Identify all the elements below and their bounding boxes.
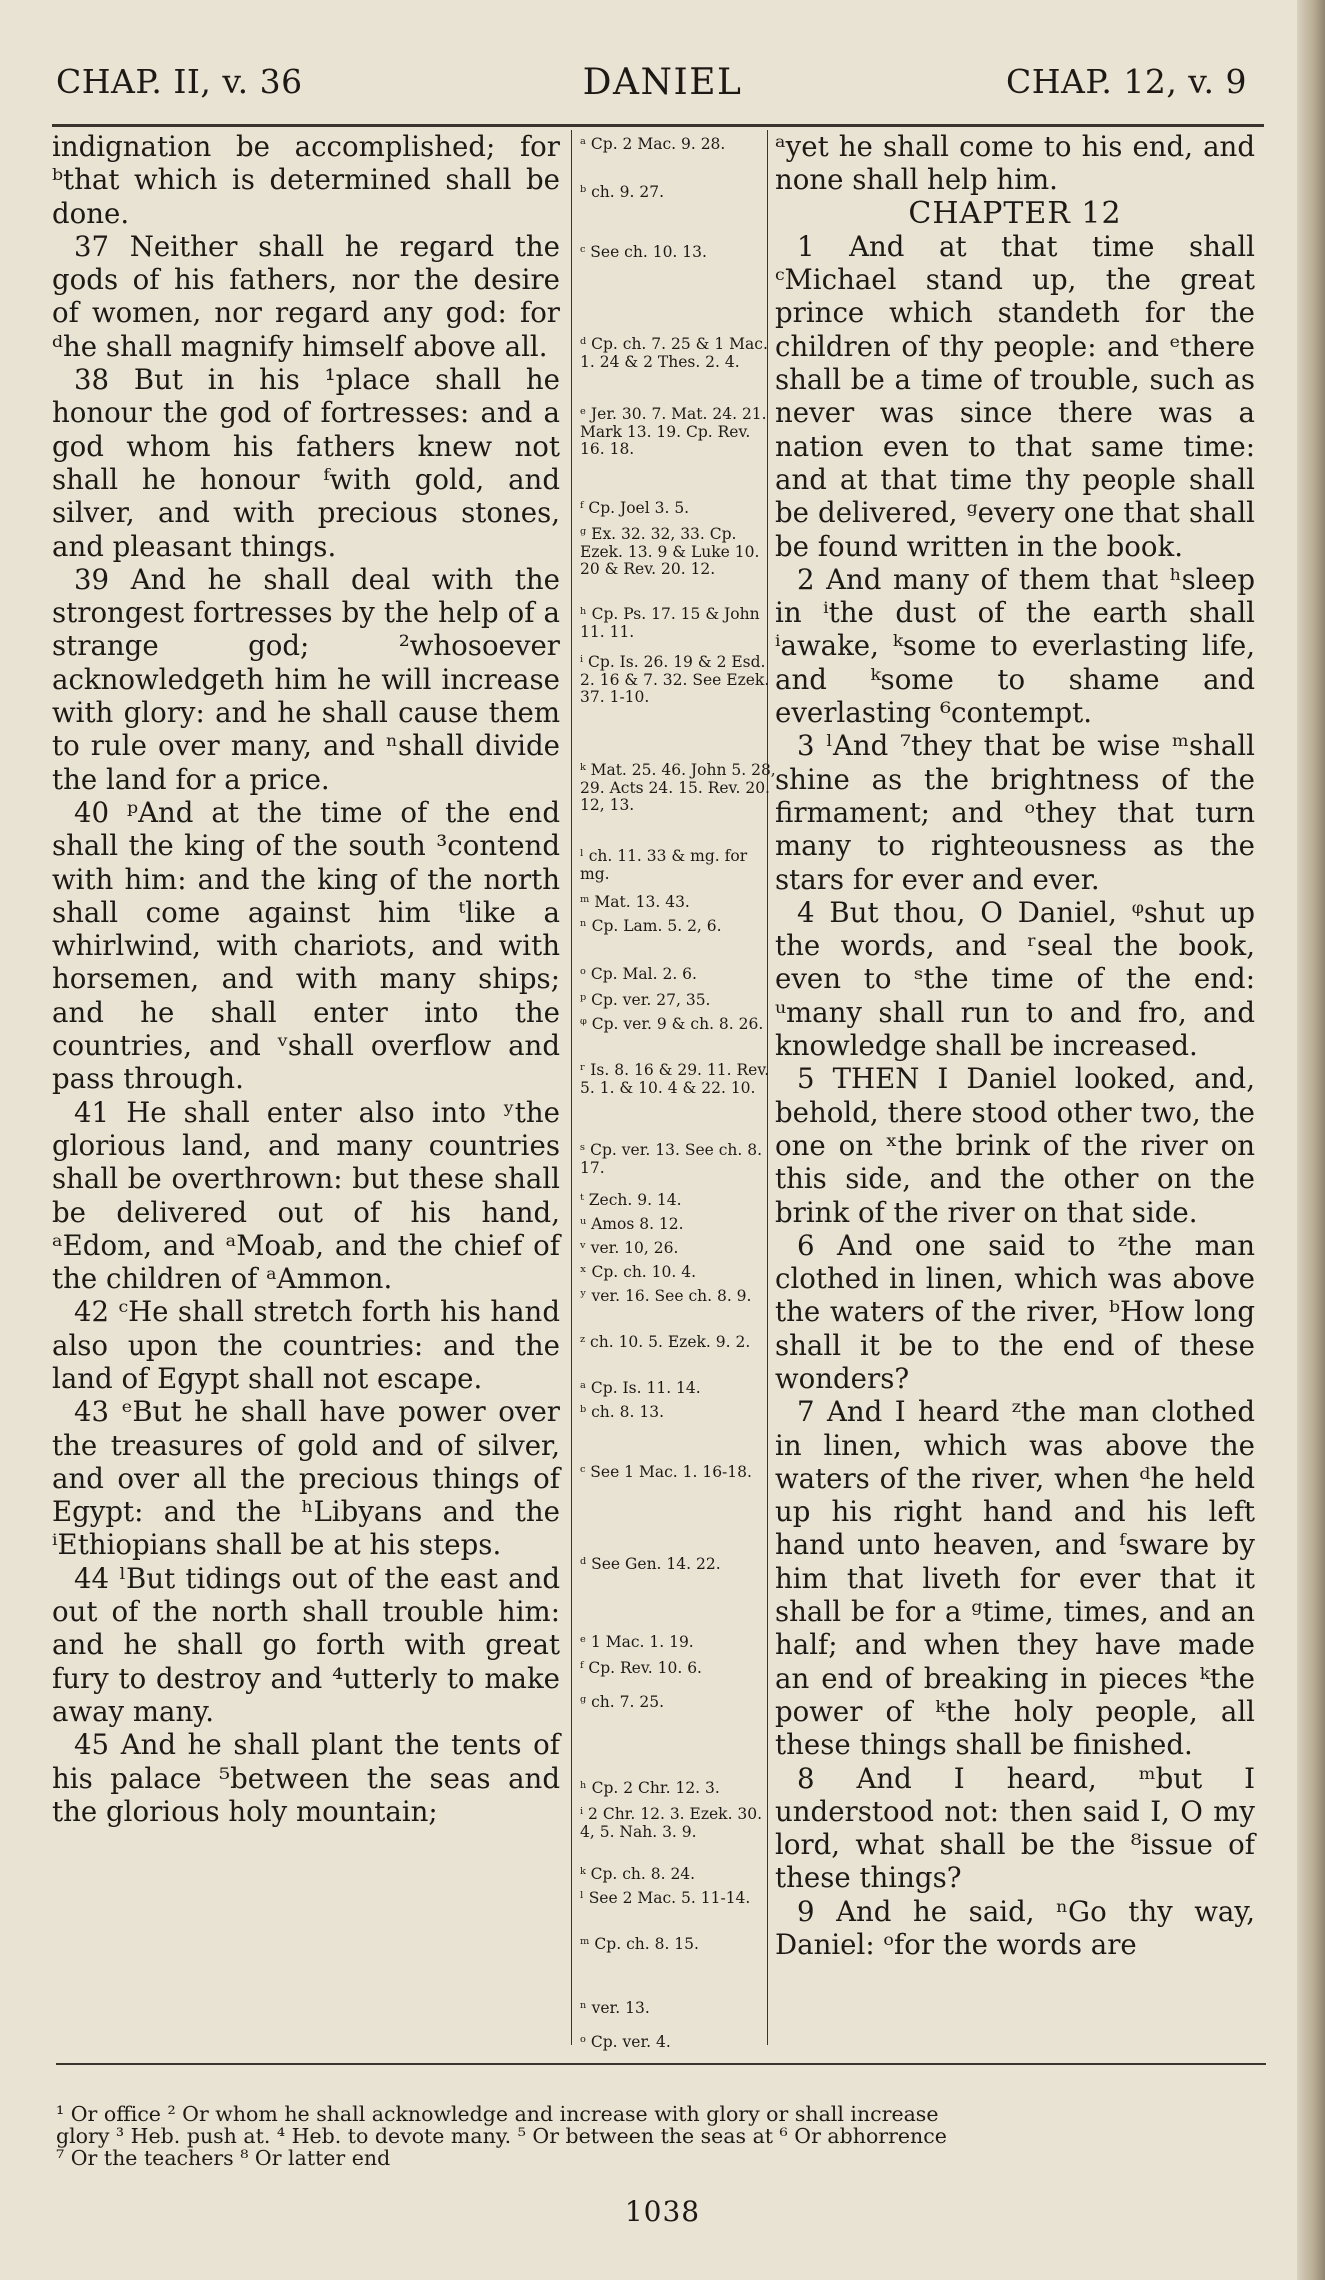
cross-reference: ᶠ Cp. Joel 3. 5. [580,499,690,517]
cross-reference: ᶠ Cp. Rev. 10. 6. [580,1659,702,1677]
cross-reference: ᵍ Ex. 32. 32, 33. Cp. Ezek. 13. 9 & Luke 10. 20 & Rev. 20. 12. [580,525,760,578]
verse-text: 40 ᵖAnd at the time of the end shall the king of the south ³contend with him: and the king of the north shall come against him ᵗlike a whirlwind, with chariots, and with horsemen, and with many ships; and he shall enter into the countries, and ᵛshall overflow and pass through. [52,795,560,1096]
verse-text: 4 But thou, O Daniel, ᵠshut up the words, and ʳseal the book, even to ˢthe time of the end: ᵘmany shall run to and fro, and knowledge shall be increased. [775,895,1255,1063]
cross-reference: ᶜ See 1 Mac. 1. 16-18. [580,1463,752,1481]
verse-text: 3 ˡAnd ⁷they that be wise ᵐshall shine as the brightness of the firmament; and ᵒthey that turn many to righteousness as the stars for ever and ever. [775,729,1255,896]
header-left-reference: CHAP. II, v. 36 [56,62,303,101]
verse-text: 39 And he shall deal with the strongest fortresses by the help of a strange god; ²whosoever acknowledgeth him he will increase with glory: and he shall cause them to rule over many, and ⁿshall divide the land for a price. [52,562,560,796]
cross-reference: ˢ Cp. ver. 13. See ch. 8. 17. [580,1141,763,1177]
cross-reference: ᵏ Cp. ch. 8. 24. [580,1865,696,1883]
verse-text: 8 And I heard, ᵐbut I understood not: then said I, O my lord, what shall be the ⁸issue of these things? [775,1761,1255,1895]
cross-reference: ᵗ Zech. 9. 14. [580,1191,682,1209]
page-edge-shadow [1297,0,1325,2280]
cross-reference: ᵒ Cp. ver. 4. [580,2033,671,2051]
cross-reference: ᵃ Cp. 2 Mac. 9. 28. [580,135,726,153]
cross-reference: ᵃ Cp. Is. 11. 14. [580,1379,701,1397]
verse-text: 45 And he shall plant the tents of his palace ⁵between the seas and the glorious holy mountain; [52,1728,560,1828]
verse-text: 41 He shall enter also into ʸthe glorious land, and many countries shall be overthrown: but these shall be delivered out of his hand, ᵃEdom, and ᵃMoab, and the chief of the children of ᵃAmmon. [52,1095,560,1296]
cross-reference: ᵠ Cp. ver. 9 & ch. 8. 26. [580,1015,764,1033]
cross-reference: ˣ Cp. ch. 10. 4. [580,1263,697,1281]
cross-reference: ⁿ ver. 13. [580,1999,650,2017]
header-right-reference: CHAP. 12, v. 9 [1005,62,1247,101]
cross-reference: ᵉ Jer. 30. 7. Mat. 24. 21. Mark 13. 19. Cp. Rev. 16. 18. [580,405,767,458]
cross-reference: ᵇ ch. 8. 13. [580,1403,665,1421]
verse-text: 1 And at that time shall ᶜMichael stand up, the great prince which standeth for the children of thy people: and ᵉthere shall be a time of trouble, such as never was since there was a nation even to that same time: and at that time thy people shall be delivered, ᵍevery one that shall be found written in the book. [775,229,1255,563]
cross-reference: ᵐ Mat. 13. 43. [580,893,690,911]
verse-text: 7 And I heard ᶻthe man clothed in linen, which was above the waters of the river, when ᵈhe held up his right hand and his left hand unto heaven, and ᶠsware by him that liveth for ever that it shall be for a ᵍtime, times, and an half; and when they have made an end of breaking in pieces ᵏthe power of ᵏthe holy people, all these things shall be finished. [775,1395,1255,1762]
cross-reference: ⁱ 2 Chr. 12. 3. Ezek. 30. 4, 5. Nah. 3. 9. [580,1805,763,1841]
cross-reference: ᵈ See Gen. 14. 22. [580,1555,721,1573]
cross-reference: ᵒ Cp. Mal. 2. 6. [580,965,697,983]
verse-text: ᵃyet he shall come to his end, and none shall help him. [775,130,1255,197]
verse-text: 43 ᵉBut he shall have power over the treasures of gold and of silver, and over all the precious things of Egypt: and the ʰLibyans and the ⁱEthiopians shall be at his steps. [52,1395,560,1562]
cross-reference: ᵐ Cp. ch. 8. 15. [580,1935,699,1953]
cross-reference: ᵉ 1 Mac. 1. 19. [580,1633,694,1651]
verse-text: 37 Neither shall he regard the gods of his fathers, nor the desire of women, nor regard any god: for ᵈhe shall magnify himself above all. [52,229,560,363]
cross-reference: ᶻ ch. 10. 5. Ezek. 9. 2. [580,1333,751,1351]
left-text-column [52,130,560,1828]
cross-reference: ᶜ See ch. 10. 13. [580,243,707,261]
chapter-heading: CHAPTER 12 [908,195,1122,231]
right-text-column [775,130,1255,1961]
verse-text: 44 ˡBut tidings out of the east and out of the north shall trouble him: and he shall go forth with great fury to destroy and ⁴utterly to make away many. [52,1561,560,1728]
cross-reference: ⁿ Cp. Lam. 5. 2, 6. [580,917,722,935]
cross-reference: ˡ ch. 11. 33 & mg. for mg. [580,847,748,883]
cross-reference: ᵘ Amos 8. 12. [580,1215,684,1233]
column-divider-left [571,130,572,2045]
cross-reference: ʰ Cp. Ps. 17. 15 & John 11. 11. [580,605,760,641]
verse-text: 6 And one said to ᶻthe man clothed in linen, which was above the waters of the river, ᵇHow long shall it be to the end of these wonders? [775,1228,1255,1395]
header-book-title: DANIEL [582,62,743,103]
verse-text: indignation be accomplished; for ᵇthat which is determined shall be done. [52,130,560,230]
cross-reference: ˡ See 2 Mac. 5. 11-14. [580,1889,751,1907]
cross-reference: ᵛ ver. 10, 26. [580,1239,679,1257]
cross-reference: ᵈ Cp. ch. 7. 25 & 1 Mac. 1. 24 & 2 Thes. 2. 4. [580,335,768,371]
header-rule [52,124,1264,127]
footnotes [56,2103,1266,2169]
cross-reference: ʳ Is. 8. 16 & 29. 11. Rev. 5. 1. & 10. 4 & 22. 10. [580,1061,770,1097]
verse-text: 5 THEN I Daniel looked, and, behold, there stood other two, the one on ˣthe brink of the river on this side, and the other on the brink of the river on that side. [775,1062,1255,1229]
cross-reference: ᵏ Mat. 25. 46. John 5. 28, 29. Acts 24. 15. Rev. 20. 12, 13. [580,761,776,814]
cross-reference: ᵍ ch. 7. 25. [580,1693,665,1711]
cross-reference: ᵖ Cp. ver. 27, 35. [580,991,711,1009]
footnote-rule [56,2063,1266,2065]
footnote-line: ¹ Or office ² Or whom he shall acknowledge and increase with glory or shall increase [56,2102,939,2126]
verse-text: 2 And many of them that ʰsleep in ⁱthe dust of the earth shall ⁱawake, ᵏsome to everlasting life, and ᵏsome to shame and everlasting ⁶contempt. [775,562,1255,730]
verse-text: 9 And he said, ⁿGo thy way, Daniel: ᵒfor the words are [775,1894,1255,1962]
cross-reference: ʰ Cp. 2 Chr. 12. 3. [580,1779,720,1797]
footnote-line: glory ³ Heb. push at. ⁴ Heb. to devote many. ⁵ Or between the seas at ⁶ Or abhorrence [56,2124,947,2148]
footnote-line: ⁷ Or the teachers ⁸ Or latter end [56,2146,391,2170]
page-number: 1038 [624,2195,701,2228]
verse-text: 42 ᶜHe shall stretch forth his hand also upon the countries: and the land of Egypt shall not escape. [52,1295,560,1395]
verse-text: 38 But in his ¹place shall he honour the god of fortresses: and a god whom his fathers knew not shall he honour ᶠwith gold, and silver, and with precious stones, and pleasant things. [52,363,560,563]
cross-reference: ʸ ver. 16. See ch. 8. 9. [580,1287,752,1305]
cross-reference: ⁱ Cp. Is. 26. 19 & 2 Esd. 2. 16 & 7. 32. See Ezek. 37. 1-10. [580,653,770,706]
cross-reference: ᵇ ch. 9. 27. [580,183,665,201]
